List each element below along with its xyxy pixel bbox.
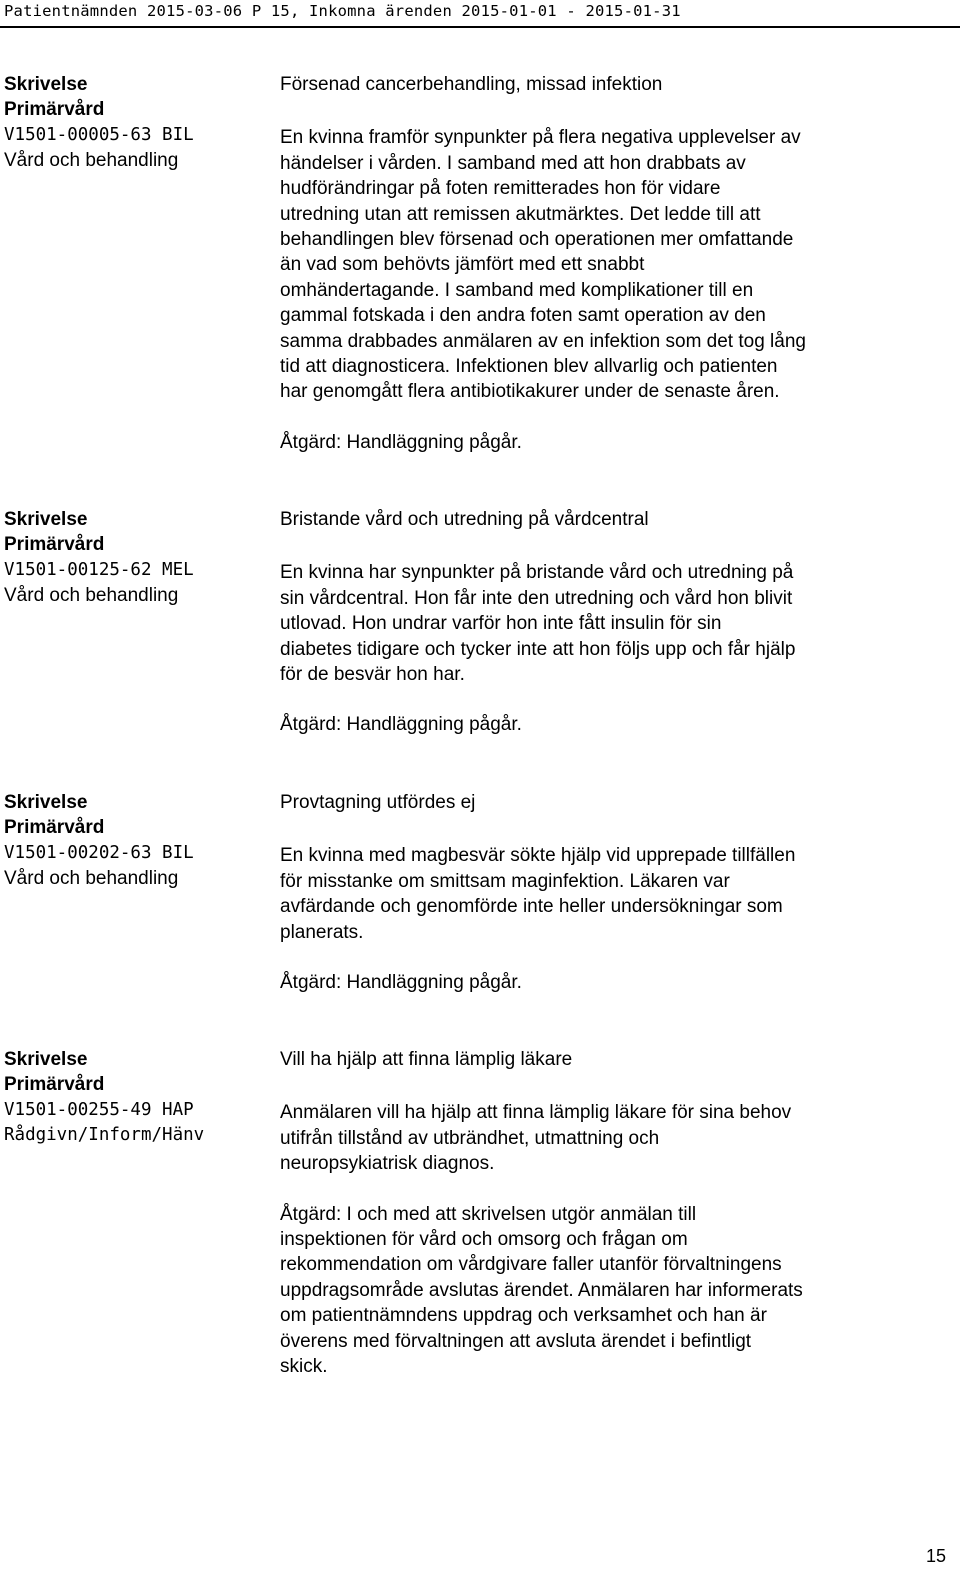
case-area: Primärvård [4,534,105,556]
case-id: V1501-00255-49 HAP [4,1099,194,1120]
case-body [280,560,950,687]
case-id: V1501-00005-63 BIL [4,124,194,145]
page-header-text: Patientnämnden 2015-03-06 P 15, Inkomna ärenden 2015-01-01 - 2015-01-31 [4,2,681,20]
body-line: utredning utan att remissen akutmärktes. Det ledde till att [280,203,761,225]
case-body [280,1100,950,1176]
case-content [280,790,950,995]
body-line: neuropsykiatrisk diagnos. [280,1153,495,1175]
body-line: omhändertagande. I samband med komplikationer till en [280,279,754,301]
case-meta [4,72,264,174]
body-line: diabetes tidigare och tycker inte att hon följs upp och får hjälp [280,638,796,660]
body-line: behandlingen blev försenad och operationen mer omfattande [280,229,794,251]
body-line: hudförändringar på foten remitterades hon för vidare [280,178,721,200]
body-line: En kvinna framför synpunkter på flera negativa upplevelser av [280,127,801,149]
body-line: för misstanke om smittsam maginfektion. Läkaren var [280,870,730,892]
case-content [280,1047,950,1379]
case-body [280,843,950,945]
body-line: avfärdande och genomförde inte heller undersökningar som [280,896,783,918]
body-line: för de besvär hon har. [280,664,465,686]
case-action [280,1202,950,1380]
case-meta [4,1047,264,1149]
case-type: Skrivelse [4,509,88,530]
page-header [0,0,960,28]
action-line: rekommendation om vårdgivare faller utanför förvaltningens [280,1254,782,1276]
action-line: uppdragsområde avslutas ärendet. Anmälaren har informerats [280,1279,803,1301]
case-type: Skrivelse [4,74,88,95]
action-line: överens med förvaltningen att avsluta ärendet i befintligt [280,1330,752,1352]
case-id: V1501-00202-63 BIL [4,842,194,863]
body-line: har genomgått flera antibiotikakurer under de senaste åren. [280,381,780,403]
action-line: Åtgärd: I och med att skrivelsen utgör anmälan till [280,1203,697,1225]
body-line: planerats. [280,921,364,943]
case-content [280,72,950,455]
case-category: Rådgivn/Inform/Hänv [4,1125,205,1146]
action-line: om patientnämndens uppdrag och verksamhet och han är [280,1305,767,1327]
case-title: Försenad cancerbehandling, missad infektion [280,74,663,95]
case-action: Åtgärd: Handläggning pågår. [280,714,522,736]
body-line: samma drabbades anmälaren av en infektion som det tog lång [280,330,806,352]
case-type: Skrivelse [4,792,88,813]
case-meta [4,790,264,892]
case-action: Åtgärd: Handläggning pågår. [280,972,522,994]
case-category: Vård och behandling [4,585,179,607]
case-category: Vård och behandling [4,150,179,172]
page-number: 15 [925,1546,946,1566]
case-meta [4,507,264,609]
case-action: Åtgärd: Handläggning pågår. [280,431,522,453]
case-title: Bristande vård och utredning på vårdcentral [280,509,649,530]
body-line: utlovad. Hon undrar varför hon inte fått insulin för sin [280,613,722,635]
body-line: sin vårdcentral. Hon får inte den utredning och vård hon blivit [280,587,793,609]
case-area: Primärvård [4,1074,105,1096]
body-line: utifrån tillstånd av utbrändhet, utmattning och [280,1127,660,1149]
case-body [280,125,950,404]
body-line: än vad som behövts jämfört med ett snabbt [280,254,645,276]
body-line: Anmälaren vill ha hjälp att finna lämplig läkare för sina behov [280,1102,792,1124]
case-category: Vård och behandling [4,868,179,890]
action-line: skick. [280,1356,328,1378]
body-line: tid att diagnosticera. Infektionen blev allvarlig och patienten [280,356,778,378]
case-id: V1501-00125-62 MEL [4,559,194,580]
case-content [280,507,950,738]
action-line: inspektionen för vård och omsorg och frågan om [280,1229,688,1251]
body-line: gammal fotskada i den andra foten samt operation av den [280,305,766,327]
body-line: En kvinna med magbesvär sökte hjälp vid upprepade tillfällen [280,845,796,867]
body-line: händelser i vården. I samband med att hon drabbats av [280,152,746,174]
case-title: Provtagning utfördes ej [280,792,476,813]
case-type: Skrivelse [4,1049,88,1070]
body-line: En kvinna har synpunkter på bristande vård och utredning på [280,562,794,584]
case-area: Primärvård [4,817,105,839]
case-title: Vill ha hjälp att finna lämplig läkare [280,1049,573,1070]
case-area: Primärvård [4,99,105,121]
